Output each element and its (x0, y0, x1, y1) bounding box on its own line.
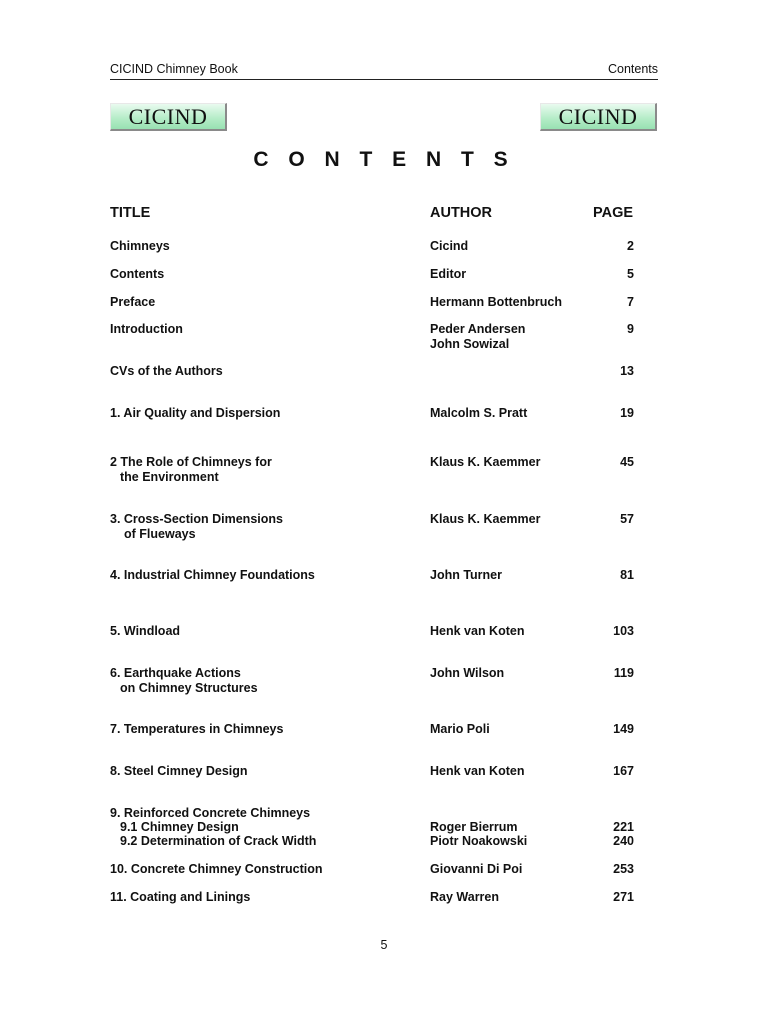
entry-page: 167 (613, 764, 634, 778)
entry-author: Henk van Koten (430, 764, 525, 778)
cicind-logo-left: CICIND (110, 103, 227, 131)
entry-page: 9 (627, 322, 634, 336)
entry-author: John Turner (430, 568, 502, 582)
entry-title-group (110, 666, 420, 695)
entry-title: 8. Steel Cimney Design (110, 764, 248, 778)
entry-page: 2 (627, 239, 634, 253)
header-book-title: CICIND Chimney Book (110, 62, 238, 76)
entry-title: 1. Air Quality and Dispersion (110, 406, 281, 420)
entry-title: Chimneys (110, 239, 170, 253)
entry-title: 4. Industrial Chimney Foundations (110, 568, 315, 582)
entry-title: 7. Temperatures in Chimneys (110, 722, 284, 736)
entry-page: 253 (613, 862, 634, 876)
entry-page: 57 (620, 512, 634, 526)
entry-author: Editor (430, 267, 467, 281)
entry-title-continued: of Flueways (124, 526, 196, 541)
entry-title: Introduction (110, 322, 183, 336)
entry-author: Klaus K. Kaemmer (430, 455, 541, 469)
entry-author: Mario Poli (430, 722, 490, 736)
entry-title: 9. Reinforced Concrete Chimneys (110, 806, 311, 820)
column-header-page: PAGE (593, 205, 634, 221)
entry-author: Ray Warren (430, 890, 500, 904)
entry-author: Cicind (430, 239, 469, 253)
page-title: C O N T E N T S (253, 148, 515, 171)
entry-title-group (110, 512, 420, 541)
header-section-title: Contents (607, 62, 658, 76)
entry-title-continued: the Environment (120, 469, 219, 484)
entry-author: Giovanni Di Poi (430, 862, 523, 876)
entry-page: 119 (613, 666, 634, 680)
entry-title-group (110, 455, 420, 484)
entry-page: 45 (620, 455, 634, 469)
entry-page: 5 (627, 267, 634, 281)
entry-author: Hermann Bottenbruch (430, 295, 562, 309)
subentry-author: Piotr Noakowski (430, 834, 528, 848)
subentry-title-wrap (110, 820, 420, 835)
subentry-title: 9.1 Chimney Design (120, 820, 239, 834)
entry-author: Peder Andersen (430, 322, 526, 336)
entry-title: 10. Concrete Chimney Construction (110, 862, 323, 876)
subentry-author: Roger Bierrum (430, 820, 518, 834)
entry-title: 2 The Role of Chimneys for (110, 455, 272, 469)
entry-title: Preface (110, 295, 156, 309)
entry-page: 149 (613, 722, 634, 736)
entry-author: Henk van Koten (430, 624, 525, 638)
column-header-author: AUTHOR (430, 205, 493, 221)
entry-title: CVs of the Authors (110, 364, 223, 378)
entry-title: 5. Windload (110, 624, 181, 638)
page-header (110, 62, 658, 80)
subentry-page: 221 (613, 820, 634, 834)
entry-author: Malcolm S. Pratt (430, 406, 528, 420)
entry-title: Contents (110, 267, 165, 281)
entry-author: Klaus K. Kaemmer (430, 512, 541, 526)
entry-page: 13 (620, 364, 634, 378)
page-number: 5 (380, 938, 388, 952)
entry-title-continued: on Chimney Structures (120, 680, 258, 695)
entry-page: 7 (627, 295, 634, 309)
entry-page: 271 (613, 890, 634, 904)
subentry-title: 9.2 Determination of Crack Width (120, 834, 317, 848)
entry-author: John Wilson (430, 666, 505, 680)
entry-author-second: John Sowizal (430, 336, 510, 351)
cicind-logo-right: CICIND (540, 103, 657, 131)
entry-title: 11. Coating and Linings (110, 890, 251, 904)
entry-page: 103 (613, 624, 634, 638)
entry-page: 81 (620, 568, 634, 582)
subentry-page: 240 (613, 834, 634, 848)
entry-title: 3. Cross-Section Dimensions (110, 512, 283, 526)
entry-page: 19 (620, 406, 634, 420)
subentry-title-wrap (110, 834, 420, 849)
entry-title: 6. Earthquake Actions (110, 666, 241, 680)
column-header-title: TITLE (110, 205, 151, 221)
